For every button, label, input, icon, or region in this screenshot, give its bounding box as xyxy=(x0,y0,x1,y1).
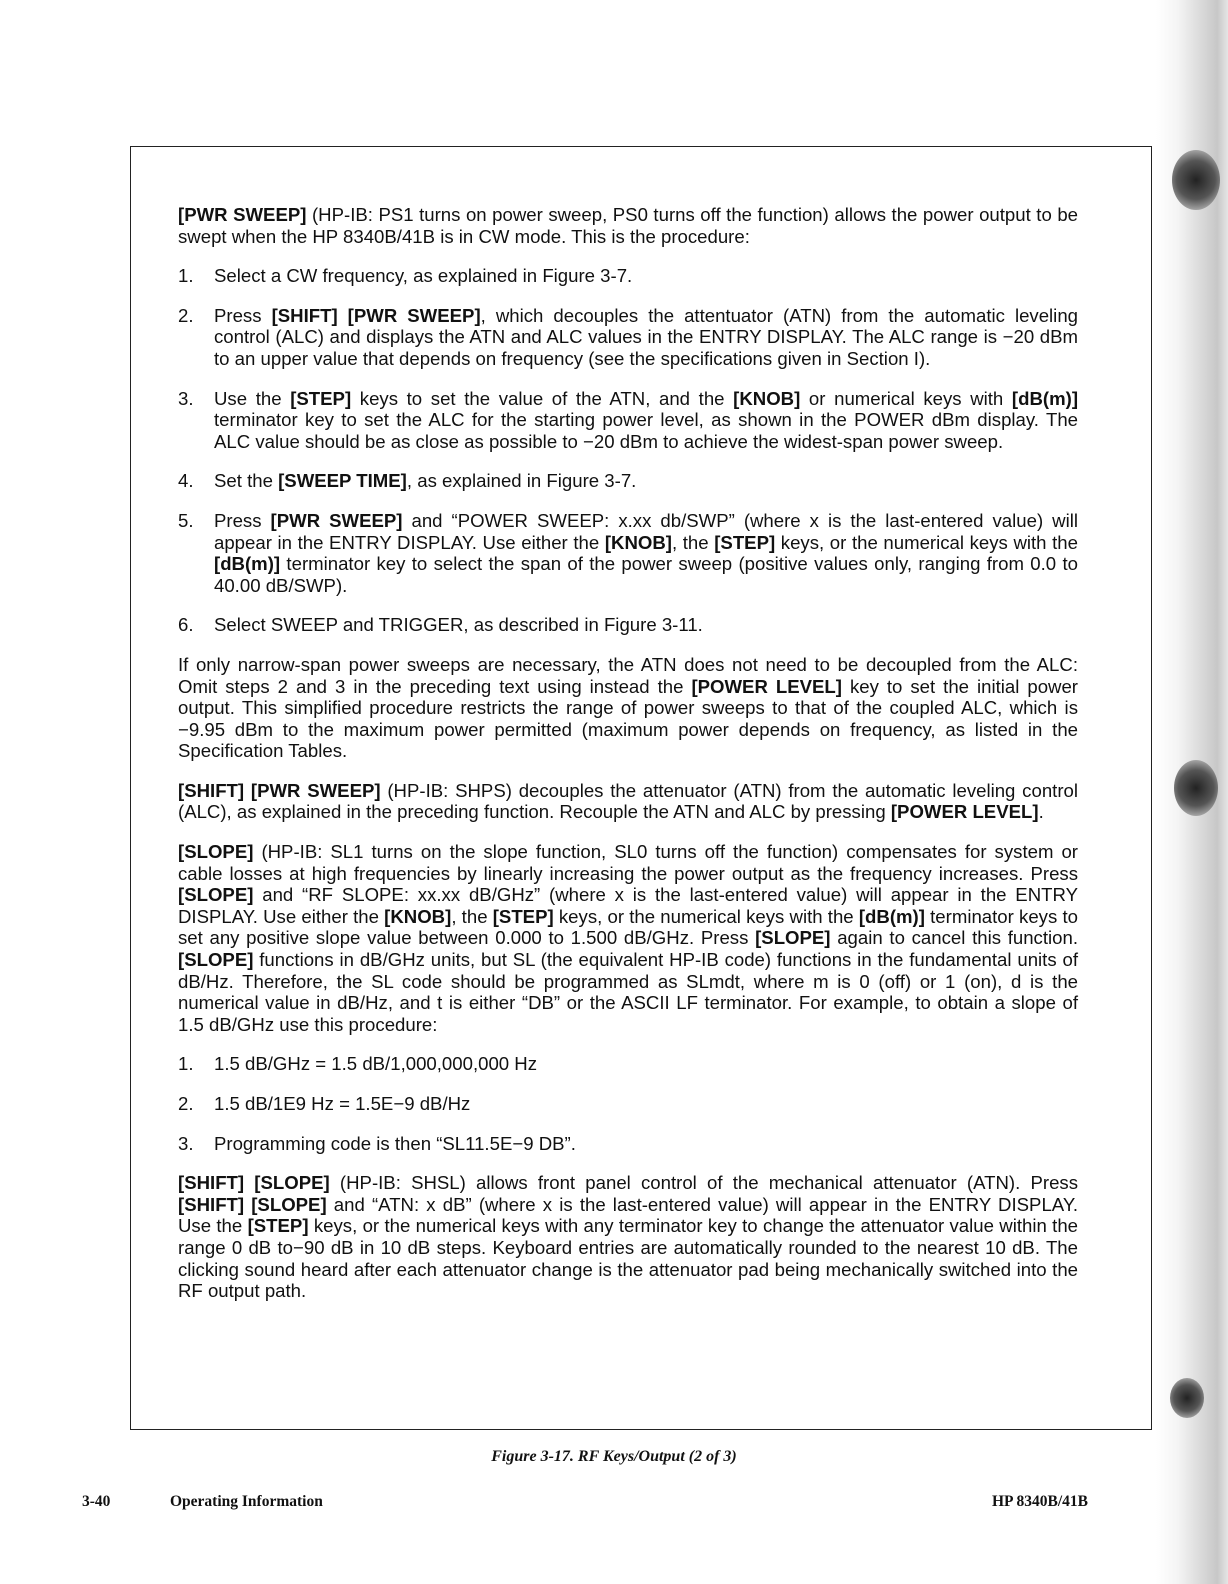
list-item: 2. Press [SHIFT] [PWR SWEEP], which decouples the attentuator (ATN) from the automatic leveling control (ALC) and displays the ATN and ALC values in the ENTRY DISPLAY. The ALC range is −20 dBm to an upper value that depends on frequency (see the specifications given in Section I). xyxy=(178,304,1078,369)
slope-steps xyxy=(178,1053,1078,1154)
shift-pwr-sweep-paragraph: [SHIFT] [PWR SWEEP] (HP-IB: SHPS) decouples the attenuator (ATN) from the automatic leveling control (ALC), as explained in the preceding function. Recouple the ATN and ALC by pressing [POWER LEVEL]. xyxy=(178,779,1078,823)
punch-hole xyxy=(1170,1378,1204,1418)
page-number: 3-40 xyxy=(82,1493,111,1510)
shift-slope-paragraph: [SHIFT] [SLOPE] (HP-IB: SHSL) allows front panel control of the mechanical attenuator (ATN). Press [SHIFT] [SLOPE] and “ATN: x dB” (where x is the last-entered value) will appear in the ENTRY DISPLAY. Use the [STEP] keys, or the numerical keys with any terminator key to change the attenuator value within the range 0 dB to−90 dB in 10 dB steps. Keyboard entries are automatically rounded to the nearest 10 dB. The clicking sound heard after each attenuator change is the attenuator pad being mechanically switched into the RF output path. xyxy=(178,1172,1079,1302)
list-item: 3. Use the [STEP] keys to set the value of the ATN, and the [KNOB] or numerical keys with [dB(m)] terminator key to set the ALC for the starting power level, as shown in the POWER dBm display. The ALC value should be as close as possible to −20 dBm to achieve the widest-span power sweep. xyxy=(178,387,1079,452)
pwr-sweep-steps xyxy=(178,265,1078,636)
list-item: 3. Programming code is then “SL11.5E−9 DB”. xyxy=(178,1132,576,1154)
list-item: 1. Select a CW frequency, as explained in Figure 3-7. xyxy=(178,265,633,287)
pwr-sweep-paragraph: [PWR SWEEP] (HP-IB: PS1 turns on power sweep, PS0 turns off the function) allows the power output to be swept when the HP 8340B/41B is in CW mode. This is the procedure: xyxy=(178,204,1079,247)
punch-hole xyxy=(1174,760,1218,816)
section-title: Operating Information xyxy=(170,1493,323,1510)
figure-caption: Figure 3-17. RF Keys/Output (2 of 3) xyxy=(491,1448,737,1465)
list-item: 5. Press [PWR SWEEP] and “POWER SWEEP: x.xx db/SWP” (where x is the last-entered value) will appear in the ENTRY DISPLAY. Use either the [KNOB], the [STEP] keys, or the numerical keys with the [dB(m)] terminator key to select the span of the power sweep (positive values only, ranging from 0.0 to 40.00 dB/SWP). xyxy=(178,509,1078,596)
punch-hole xyxy=(1172,150,1220,210)
list-item: 2. 1.5 dB/1E9 Hz = 1.5E−9 dB/Hz xyxy=(178,1093,471,1114)
slope-paragraph: [SLOPE] (HP-IB: SL1 turns on the slope function, SL0 turns off the function) compensates for system or cable losses at high frequencies by linearly increasing the power output as the frequency increases. Press [SLOPE] and “RF SLOPE: xx.xx dB/GHz” (where x is the last-entered value) will appear in the ENTRY DISPLAY. Use either the [KNOB], the [STEP] keys, or the numerical keys with the [dB(m)] terminator keys to set any positive slope value between 0.000 to 1.500 dB/GHz. Press [SLOPE] again to cancel this function. [SLOPE] functions in dB/GHz units, but SL (the equivalent HP-IB code) functions in the fundamental units of dB/Hz. Therefore, the SL code should be programmed as SLmdt, where m is 0 (off) or 1 (on), d is the numerical value in dB/Hz, and t is either “DB” or the ASCII LF terminator. For example, to obtain a slope of 1.5 dB/GHz use this procedure: xyxy=(178,841,1078,1035)
list-item: 6. Select SWEEP and TRIGGER, as described in Figure 3-11. xyxy=(178,614,703,636)
list-item: 4. Set the [SWEEP TIME], as explained in Figure 3-7. xyxy=(178,470,637,492)
model-name: HP 8340B/41B xyxy=(991,1493,1088,1510)
narrow-span-paragraph: If only narrow-span power sweeps are necessary, the ATN does not need to be decoupled from the ALC: Omit steps 2 and 3 in the preceding text using instead the [POWER LEVEL] key to set the initial power output. This simplified procedure restricts the range of power sweeps to that of the coupled ALC, which is −9.95 dBm to the maximum power permitted (maximum power depends on frequency, as listed in the Specification Tables. xyxy=(178,653,1079,762)
figure-body xyxy=(178,204,1078,1320)
list-item: 1. 1.5 dB/GHz = 1.5 dB/1,000,000,000 Hz xyxy=(178,1053,538,1075)
